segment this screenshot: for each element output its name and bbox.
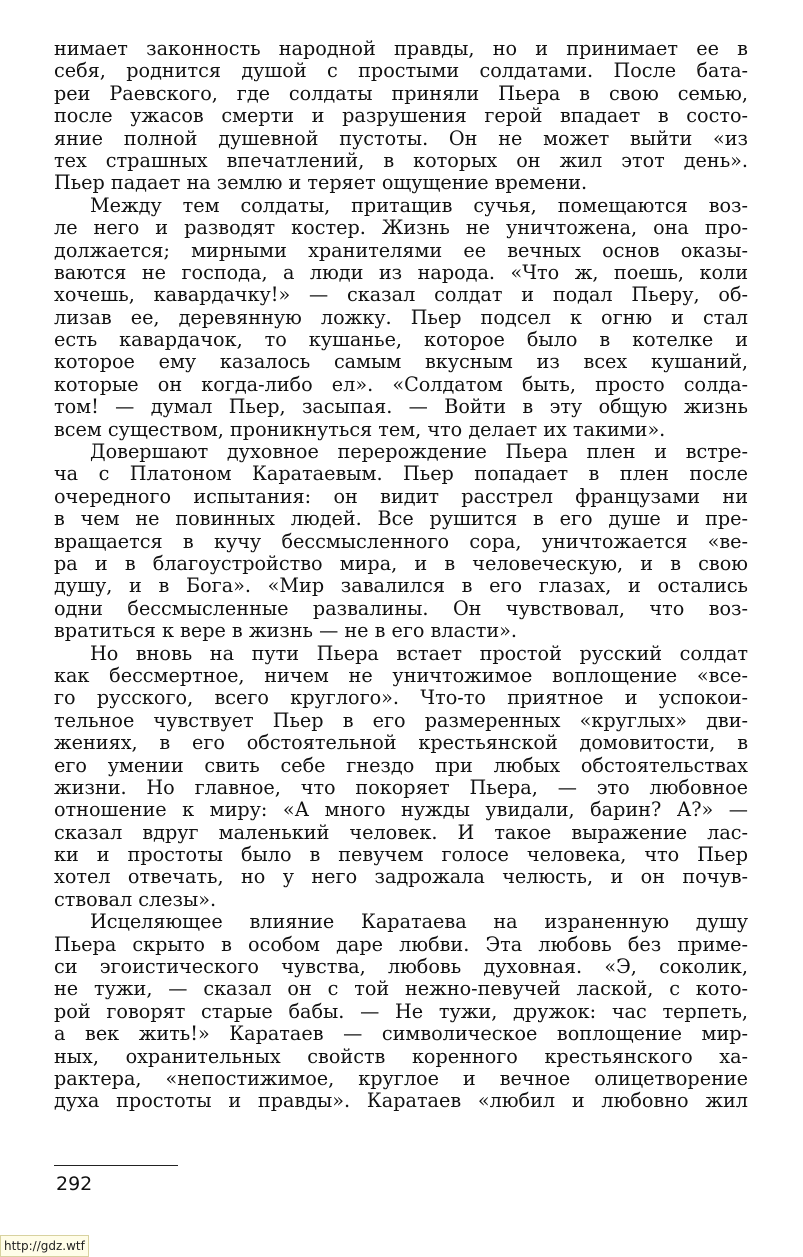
text-line: после ужасов смерти и разрушения герой впадает в состо-	[54, 104, 748, 128]
source-watermark: http://gdz.wtf	[0, 1235, 89, 1257]
text-line: сказал вдруг маленький человек. И такое выражение лас-	[54, 820, 748, 844]
text-line: Между тем солдаты, притащив сучья, помещаются воз-	[90, 193, 748, 217]
text-line: очередного испытания: он видит расстрел французами ни	[54, 484, 748, 508]
text-line: ваются не господа, а люди из народа. «Что ж, поешь, коли	[54, 260, 748, 284]
paragraph-3	[54, 441, 748, 643]
text-line: Исцеляющее влияние Каратаева на израненную душу	[90, 910, 748, 934]
footnote-divider	[54, 1165, 178, 1166]
text-line: нимает законность народной правды, но и принимает ее в	[54, 37, 748, 60]
text-line: должается; мирными хранителями ее вечных основ оказы-	[54, 238, 748, 262]
text-line: которые он когда-либо ел». «Солдатом быть, просто солда-	[54, 372, 748, 396]
text-line: тех страшных впечатлений, в которых он жил этот день».	[54, 148, 748, 172]
text-line: Довершают духовное перерождение Пьера плен и встре-	[90, 440, 748, 464]
text-line: душу, и в Бога». «Мир завалился в его глазах, и остались	[54, 574, 748, 598]
text-line: ствовал слезы».	[54, 887, 217, 911]
text-line: ных, охранительных свойств коренного крестьянского ха-	[54, 1044, 748, 1068]
text-line: ки и простоты было в певучем голосе человека, что Пьер	[54, 843, 748, 867]
text-line: как бессмертное, ничем не уничтожимое воплощение «все-	[54, 663, 748, 687]
text-line: духа простоты и правды». Каратаев «любил и любовно жил	[54, 1089, 748, 1113]
text-line: го русского, всего круглого». Что-то приятное и успокои-	[54, 686, 748, 710]
text-line: си эгоистического чувства, любовь духовная. «Э, соколик,	[54, 955, 748, 979]
text-line: том! — думал Пьер, засыпая. — Войти в эту общую жизнь	[54, 395, 748, 419]
text-line: его умении свить себе гнездо при любых обстоятельствах	[54, 753, 748, 777]
text-line: хочешь, кавардачку!» — сказал солдат и подал Пьеру, об-	[54, 283, 748, 307]
text-line: жизни. Но главное, что покоряет Пьера, — это любовное	[54, 775, 748, 799]
paragraph-4	[54, 643, 748, 912]
text-line: которое ему казалось самым вкусным из всех кушаний,	[54, 350, 748, 374]
text-line: вратиться к вере в жизнь — не в его власти».	[54, 619, 517, 643]
text-line: в чем не повинных людей. Все рушится в его душе и пре-	[54, 507, 748, 531]
text-line: реи Раевского, где солдаты приняли Пьера в свою семью,	[54, 81, 748, 105]
text-line: а век жить!» Каратаев — символическое воплощение мир-	[54, 1022, 748, 1046]
text-line: ра и в благоустройство мира, и в человеческую, и в свою	[54, 551, 748, 575]
text-line: рактера, «непостижимое, круглое и вечное олицетворение	[54, 1066, 748, 1090]
text-line: ле него и разводят костер. Жизнь не уничтожена, она про-	[54, 216, 748, 240]
text-line: Пьер падает на землю и теряет ощущение времени.	[54, 171, 588, 195]
paragraph-1	[54, 38, 748, 195]
paragraph-2	[54, 195, 748, 441]
text-line: не тужи, — сказал он с той нежно-певучей лаской, с кото-	[54, 977, 748, 1001]
text-line: Но вновь на пути Пьера встает простой русский солдат	[90, 641, 748, 665]
text-line: одни бессмысленные развалины. Он чувствовал, что воз-	[54, 596, 748, 620]
page-number: 292	[56, 1173, 93, 1195]
page-body	[54, 38, 748, 1113]
text-line: рой говорят старые бабы. — Не тужи, дружок: час терпеть,	[54, 999, 748, 1023]
text-line: есть кавардачок, то кушанье, которое было в котелке и	[54, 328, 748, 352]
paragraph-5	[54, 911, 748, 1113]
text-line: всем существом, проникнуться тем, что делает их такими».	[54, 417, 666, 441]
text-line: вращается в кучу бессмысленного сора, уничтожается «ве-	[54, 529, 748, 553]
text-line: Пьера скрыто в особом даре любви. Эта любовь без приме-	[54, 932, 748, 956]
text-line: тельное чувствует Пьер в его размеренных «круглых» дви-	[54, 708, 748, 732]
text-line: отношение к миру: «А много нужды увидали, барин? А?» —	[54, 798, 748, 822]
text-line: лизав ее, деревянную ложку. Пьер подсел к огню и стал	[54, 305, 748, 329]
text-line: хотел отвечать, но у него задрожала челюсть, и он почув-	[54, 865, 748, 889]
text-line: яние полной душевной пустоты. Он не может выйти «из	[54, 126, 748, 150]
text-line: ча с Платоном Каратаевым. Пьер попадает в плен после	[54, 462, 748, 486]
text-line: себя, роднится душой с простыми солдатами. После бата-	[54, 59, 748, 83]
text-line: жениях, в его обстоятельной крестьянской домовитости, в	[54, 731, 748, 755]
